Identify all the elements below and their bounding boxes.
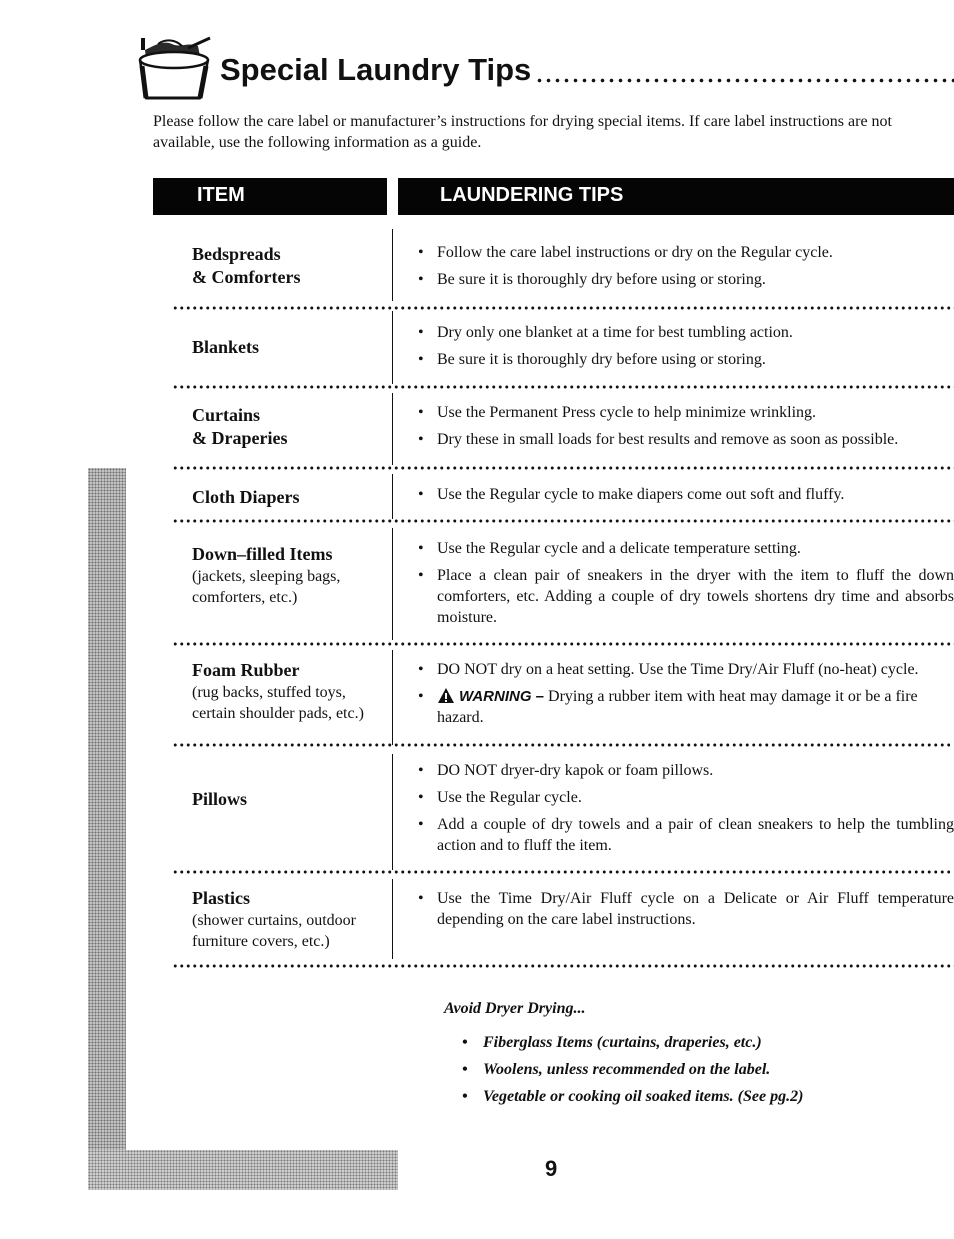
item-name: Down–filled Items bbox=[192, 544, 333, 564]
page-title bbox=[220, 52, 954, 92]
row-separator bbox=[172, 385, 954, 389]
tip-item: • Use the Permanent Press cycle to help minimize wrinkling. bbox=[418, 404, 817, 421]
column-divider bbox=[392, 229, 393, 301]
row-separator bbox=[172, 466, 954, 470]
item-name: Cloth Diapers bbox=[192, 487, 300, 507]
tip-item: • Dry these in small loads for best results and remove as soon as possible. bbox=[418, 431, 899, 448]
tips-list bbox=[418, 888, 954, 936]
laundry-basket-icon bbox=[136, 36, 216, 104]
warning-tip: • WARNING – Drying a rubber item with heat may damage it or be a fire hazard. bbox=[418, 688, 918, 726]
avoid-item: • Woolens, unless recommended on the label. bbox=[462, 1061, 771, 1078]
decorative-shade-horizontal bbox=[88, 1150, 398, 1190]
tip-item: • Place a clean pair of sneakers in the dryer with the item to fluff the down comforters, etc. Adding a couple of dry towels shortens dry time and absorbs moisture. bbox=[418, 567, 954, 626]
row-separator bbox=[172, 870, 950, 874]
tip-item: • Be sure it is thoroughly dry before using or storing. bbox=[418, 271, 766, 288]
tip-item: • Be sure it is thoroughly dry before using or storing. bbox=[418, 351, 766, 368]
tips-list bbox=[418, 760, 954, 862]
title-dot-leader bbox=[535, 77, 954, 84]
warning-text: Drying a rubber item with heat may damage it or be a fire hazard. bbox=[437, 688, 918, 726]
tips-list bbox=[418, 402, 954, 456]
warning-label: WARNING – bbox=[459, 688, 545, 705]
avoid-heading: Avoid Dryer Drying... bbox=[444, 1000, 586, 1017]
item-cell bbox=[192, 659, 364, 724]
tip-item: • Use the Regular cycle and a delicate temperature setting. bbox=[418, 540, 801, 557]
row-separator bbox=[172, 306, 954, 310]
row-separator bbox=[172, 519, 954, 523]
column-divider bbox=[392, 528, 393, 640]
tip-item: • Add a couple of dry towels and a pair of clean sneakers to help the tumbling action and to fluff the item. bbox=[418, 816, 954, 854]
column-divider bbox=[392, 650, 393, 745]
tip-item: • Dry only one blanket at a time for best tumbling action. bbox=[418, 324, 793, 341]
page-title-text: Special Laundry Tips bbox=[220, 52, 532, 87]
tip-item: • Use the Time Dry/Air Fluff cycle on a Delicate or Air Fluff temperature depending on the care label instructions. bbox=[418, 890, 954, 928]
item-name: Pillows bbox=[192, 789, 248, 809]
item-name: Bedspreads & Comforters bbox=[192, 244, 301, 287]
row-separator bbox=[172, 964, 954, 968]
intro-paragraph: Please follow the care label or manufacturer’s instructions for drying special items. If care label instructions are not available, use the following information as a guide. bbox=[153, 113, 892, 151]
tip-item: • Follow the care label instructions or dry on the Regular cycle. bbox=[418, 244, 833, 261]
column-divider bbox=[392, 879, 393, 959]
warning-triangle-icon bbox=[437, 687, 455, 704]
item-name: Foam Rubber bbox=[192, 660, 300, 680]
column-divider bbox=[392, 393, 393, 465]
column-divider bbox=[392, 311, 393, 384]
tips-column-header: LAUNDERING TIPS bbox=[398, 178, 954, 215]
row-separator bbox=[172, 743, 950, 747]
page-number: 9 bbox=[545, 1156, 558, 1181]
tip-item: • DO NOT dryer-dry kapok or foam pillows. bbox=[418, 762, 714, 779]
column-divider bbox=[392, 754, 393, 870]
item-name: Plastics bbox=[192, 888, 250, 908]
item-cell bbox=[192, 543, 340, 608]
item-column-header: ITEM bbox=[153, 178, 387, 215]
item-name: Blankets bbox=[192, 337, 260, 357]
item-subtitle: (rug backs, stuffed toys, certain shoulder pads, etc.) bbox=[192, 684, 364, 722]
tips-list bbox=[418, 322, 954, 376]
row-separator bbox=[172, 642, 954, 646]
avoid-item: • Fiberglass Items (curtains, draperies, etc.) bbox=[462, 1034, 762, 1051]
avoid-item: • Vegetable or cooking oil soaked items. (See pg.2) bbox=[462, 1088, 804, 1105]
item-cell bbox=[192, 887, 356, 952]
tips-list bbox=[418, 538, 954, 634]
item-subtitle: (jackets, sleeping bags, comforters, etc.) bbox=[192, 568, 341, 606]
tip-item: • Use the Regular cycle. bbox=[418, 789, 582, 806]
avoid-list bbox=[462, 1029, 803, 1110]
decorative-shade-vertical bbox=[88, 468, 126, 1190]
tips-list bbox=[418, 484, 954, 511]
tip-item: • DO NOT dry on a heat setting. Use the Time Dry/Air Fluff (no-heat) cycle. bbox=[418, 661, 919, 678]
item-name: Curtains & Draperies bbox=[192, 405, 288, 448]
tip-item: • Use the Regular cycle to make diapers come out soft and fluffy. bbox=[418, 486, 845, 503]
column-divider bbox=[392, 474, 393, 519]
tips-list bbox=[418, 242, 954, 296]
tips-list bbox=[418, 659, 954, 734]
item-subtitle: (shower curtains, outdoor furniture covers, etc.) bbox=[192, 912, 356, 950]
